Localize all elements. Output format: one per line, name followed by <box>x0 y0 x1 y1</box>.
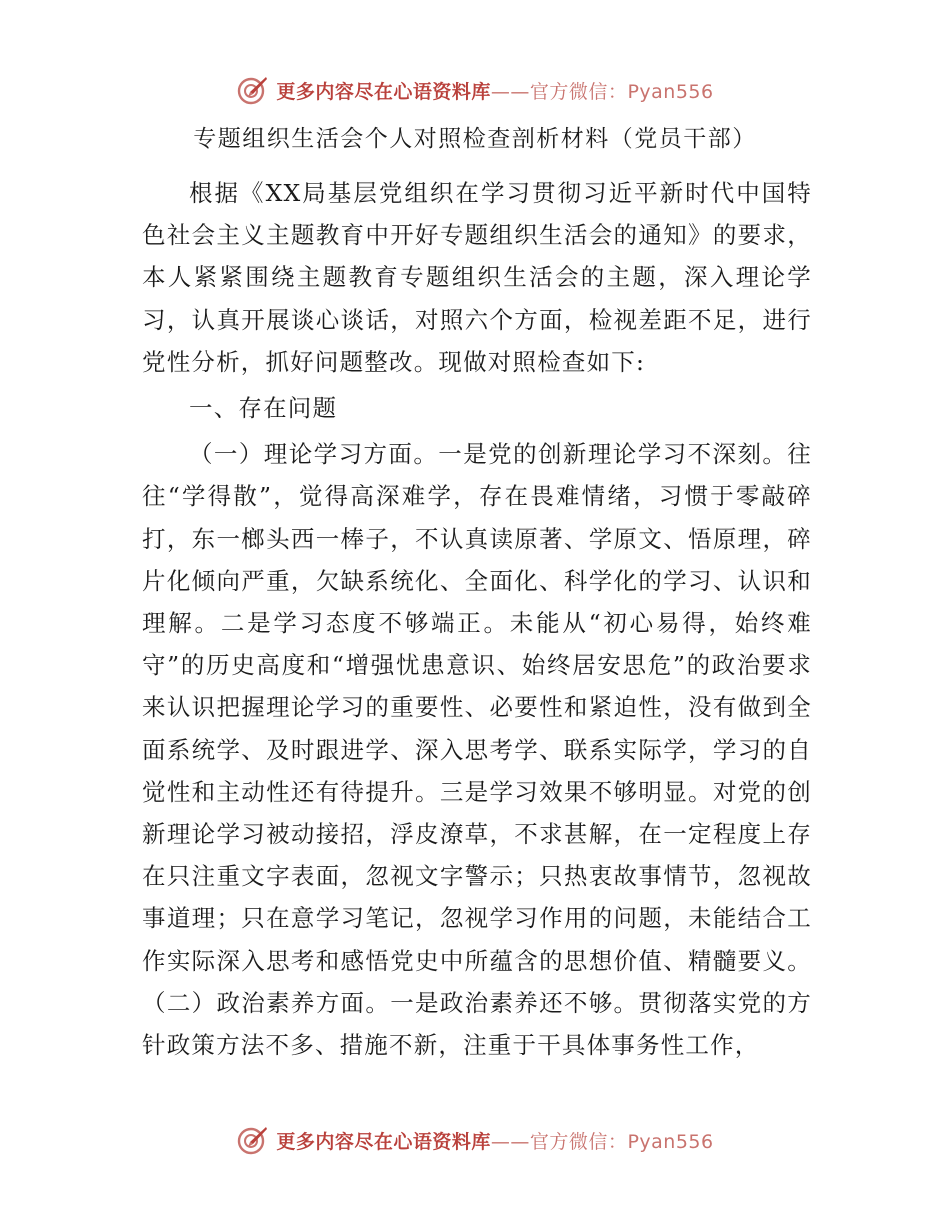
banner-wechat-label: 官方微信： <box>529 80 628 103</box>
intro-paragraph: 根据《XX局基层党组织在学习贯彻习近平新时代中国特色社会主义主题教育中开好专题组织生活会的通知》的要求，本人紧紧围绕主题教育专题组织生活会的主题，深入理论学习，认真开展谈心谈话，对照六个方面，检视差距不足，进行党性分析，抓好问题整改。现做对照检查如下: <box>142 179 812 376</box>
banner-dash: —— <box>490 1130 530 1153</box>
quill-logo-icon <box>236 73 270 107</box>
banner-wechat-label: 官方微信： <box>529 1130 628 1153</box>
banner-text <box>276 77 713 104</box>
banner-main-text: 更多内容尽在心语资料库 <box>276 80 491 103</box>
quill-logo-icon <box>236 1123 270 1157</box>
banner-main-text: 更多内容尽在心语资料库 <box>276 1130 491 1153</box>
banner-wechat-id: Pyan556 <box>627 1130 714 1153</box>
footer-banner <box>0 1120 950 1160</box>
banner-wechat-id: Pyan556 <box>627 80 714 103</box>
banner-dash: —— <box>490 80 530 103</box>
section-paragraph: （一）理论学习方面。一是党的创新理论学习不深刻。往往“学得散”，觉得高深难学，存在畏难情绪，习惯于零敲碎打，东一榔头西一棒子，不认真读原著、学原文、悟原理，碎片化倾向严重，欠缺系统化、全面化、科学化的学习、认识和理解。二是学习态度不够端正。未能从“初心易得，始终难守”的历史高度和“增强忧患意识、始终居安思危”的政治要求来认识把握理论学习的重要性、必要性和紧迫性，没有做到全面系统学、及时跟进学、深入思考学、联系实际学，学习的自觉性和主动性还有待提升。三是学习效果不够明显。对党的创新理论学习被动接招，浮皮潦草，不求甚解，在一定程度上存在只注重文字表面，忽视文字警示；只热衷故事情节，忽视故事道理；只在意学习笔记，忽视学习作用的问题，未能结合工作实际深入思考和感悟党史中所蕴含的思想价值、精髓要义。（二）政治素养方面。一是政治素养还不够。贯彻落实党的方针政策方法不多、措施不新，注重于干具体事务性工作， <box>142 440 812 1060</box>
section-heading: 一、存在问题 <box>189 394 338 423</box>
header-banner <box>0 70 950 110</box>
document-title: 专题组织生活会个人对照检查剖析材料（党员干部） <box>193 126 757 152</box>
document-body <box>142 172 812 1066</box>
banner-text <box>276 1127 713 1154</box>
